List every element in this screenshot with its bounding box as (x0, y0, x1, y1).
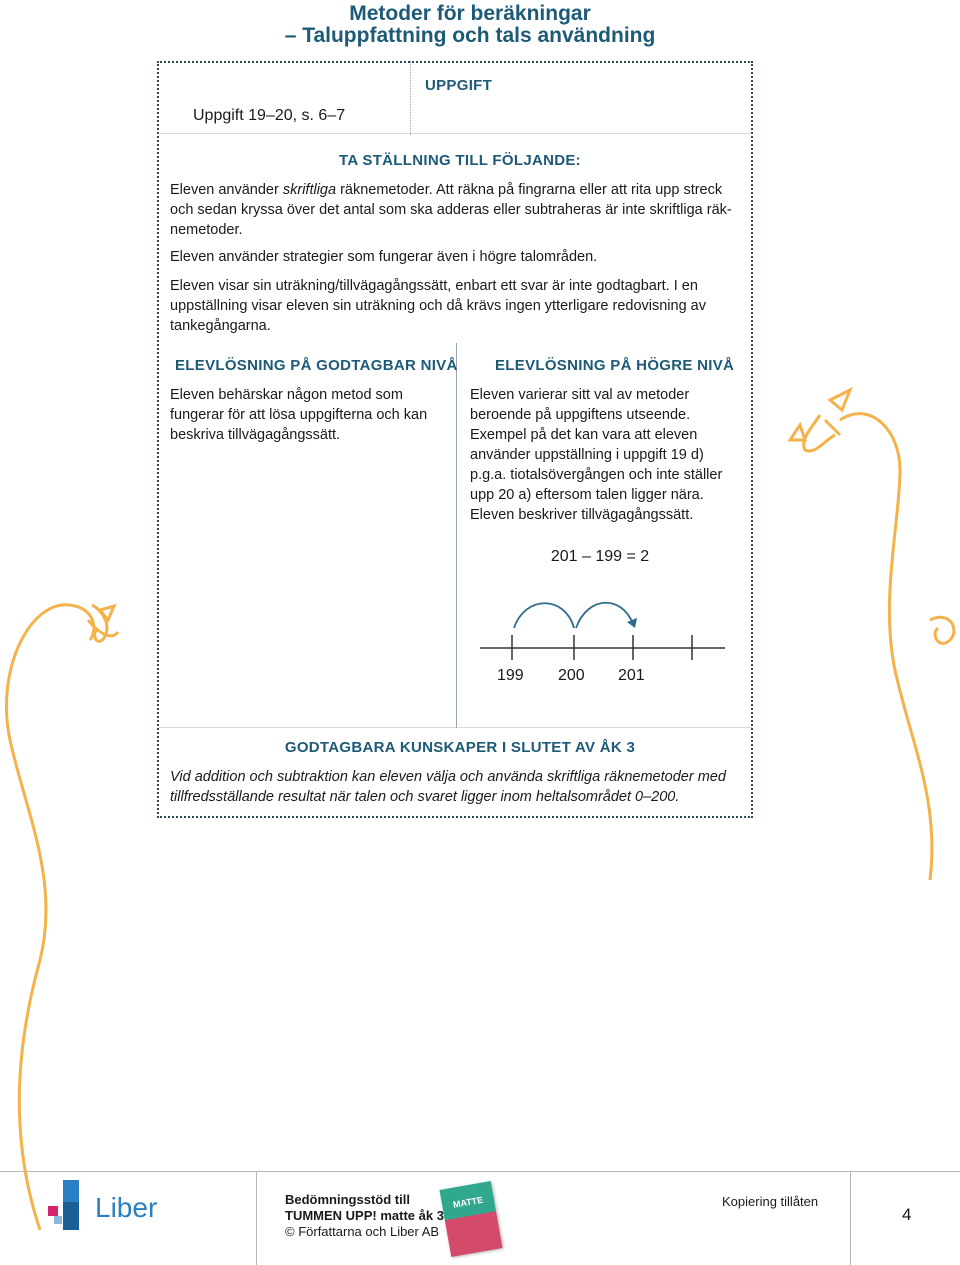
frame-divider-bottom (158, 727, 752, 728)
footer-divider-1 (256, 1171, 257, 1265)
vine-right-decoration (780, 380, 960, 880)
liber-logo-text: Liber (95, 1192, 158, 1223)
copy-note: Kopiering tillåten (722, 1194, 819, 1209)
stance-paragraph-2: Eleven använder strategier som fungerar även i högre talområden. (170, 249, 598, 265)
approved-text: Eleven behärskar någon metod som fungerar för att lösa uppgifterna och kan beskriva tillvägagångssätt. (170, 387, 428, 443)
stance-paragraph-1 (170, 180, 745, 240)
page-title: Metoder för beräkningar (349, 2, 591, 25)
task-label: Uppgift 19–20, s. 6–7 (193, 107, 346, 124)
stance-heading: TA STÄLLNING TILL FÖLJANDE: (339, 152, 581, 169)
column-divider (456, 343, 457, 728)
stance-p1-italic: skriftliga (282, 182, 337, 198)
task-divider (410, 61, 412, 135)
higher-equation: 201 – 199 = 2 (550, 548, 650, 565)
tick-label-200: 200 (558, 667, 585, 684)
knowledge-text: Vid addition och subtraktion kan eleven välja och använda skriftliga räknemetoder med tillfredsställande resultat när talen och svaret ligger inom heltalsområdet 0–200. (170, 769, 726, 805)
tick-label-201: 201 (618, 667, 645, 684)
footer-line-3: © Författarna och Liber AB (285, 1224, 440, 1239)
liber-logo-icon (48, 1180, 88, 1230)
higher-heading: ELEVLÖSNING PÅ HÖGRE NIVÅ (495, 357, 735, 374)
number-line (470, 590, 740, 665)
frame-divider-top (158, 133, 752, 134)
page-number: 4 (902, 1205, 912, 1224)
knowledge-heading: GODTAGBARA KUNSKAPER I SLUTET AV ÅK 3 (284, 739, 636, 756)
book-cover-image (439, 1181, 502, 1257)
page-subtitle: – Taluppfattning och tals användning (284, 24, 656, 47)
footer-divider-2 (850, 1171, 851, 1265)
vine-left-decoration (0, 580, 130, 1230)
book-cover-label: MATTE (452, 1194, 484, 1210)
stance-p1-lead: Eleven använder (170, 182, 283, 198)
higher-text: Eleven varierar sitt val av metoder beroende på uppgiftens utseende. Exempel på det kan vara att eleven använder uppställning i uppgift 19 d) p.g.a. tiotalsövergången och inte ställer upp 20 a) eftersom talen ligger nära. Eleven beskriver tillvägagångssätt. (470, 387, 723, 523)
footer-rule (0, 1171, 960, 1172)
tick-label-199: 199 (497, 667, 524, 684)
footer-line-2: TUMMEN UPP! matte åk 3 (285, 1208, 444, 1223)
stance-p1-tail: räknemetoder. Att räkna på fingrarna eller att rita upp streck och sedan kryssa över det antal som ska adderas eller subtraheras är inte skriftliga räk-nemetoder. (170, 182, 732, 238)
task-heading: UPPGIFT (425, 77, 493, 94)
footer-line-1: Bedömningsstöd till (285, 1192, 410, 1207)
stance-paragraph-3: Eleven visar sin uträkning/tillvägagångssätt, enbart ett svar är inte godtagbart. I en uppställning visar eleven sin uträkning och då krävs ingen ytterligare redovisning av tankegångarna. (170, 278, 706, 334)
approved-heading: ELEVLÖSNING PÅ GODTAGBAR NIVÅ (175, 357, 458, 374)
